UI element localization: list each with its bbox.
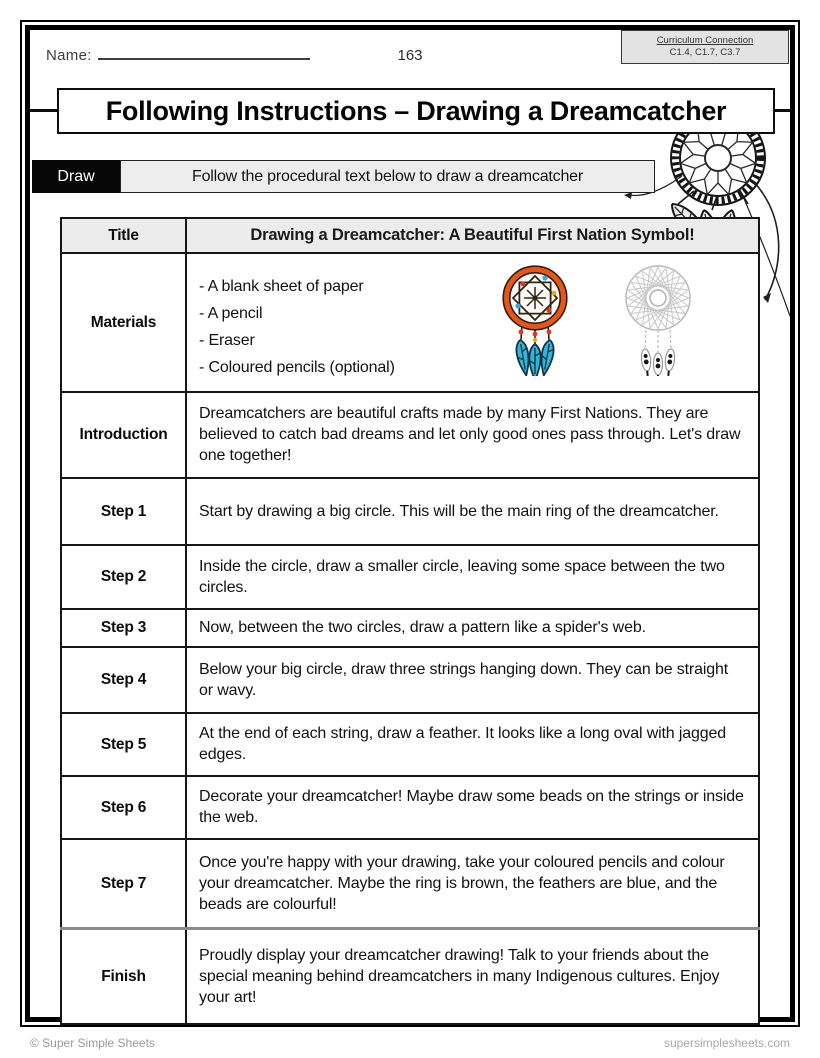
table-row	[61, 928, 759, 1024]
materials-list	[199, 260, 490, 384]
table-header-title: Title	[61, 218, 186, 253]
material-item: - Coloured pencils (optional)	[199, 359, 395, 377]
name-field	[46, 46, 310, 64]
table-row	[61, 609, 759, 647]
row-label-step-2: Step 2	[61, 545, 186, 609]
material-item: - A blank sheet of paper	[199, 278, 364, 295]
row-content-finish: Proudly display your dreamcatcher drawing! Talk to your friends about the special meaning behind dreamcatchers in many Indigenous cultures. Enjoy your art!	[186, 928, 759, 1024]
table-row	[61, 647, 759, 713]
draw-instruction: Follow the procedural text below to draw a dreamcatcher	[120, 160, 655, 193]
procedure-table	[60, 217, 760, 1025]
curriculum-connection-box	[621, 30, 789, 64]
row-label-step-4: Step 4	[61, 647, 186, 713]
row-content-introduction: Dreamcatchers are beautiful crafts made by many First Nations. They are believed to catch bad dreams and let only good ones pass through. Let's draw one together!	[186, 392, 759, 478]
table-row	[61, 253, 759, 392]
row-label-step-3: Step 3	[61, 609, 186, 647]
banner-connector-right	[775, 109, 790, 112]
banner-connector-left	[30, 109, 57, 112]
row-content-step-2: Inside the circle, draw a smaller circle, leaving some space between the two circles.	[186, 545, 759, 609]
row-label-step-1: Step 1	[61, 478, 186, 545]
name-input-line[interactable]	[98, 46, 310, 60]
row-content-step-1: Start by drawing a big circle. This will be the main ring of the dreamcatcher.	[186, 478, 759, 545]
row-label-finish: Finish	[61, 928, 186, 1024]
row-content-step-3: Now, between the two circles, draw a pattern like a spider's web.	[186, 609, 759, 647]
curriculum-codes: C1.4, C1.7, C3.7	[669, 47, 741, 58]
sketch-dreamcatcher-icon	[616, 264, 700, 376]
material-item: - A pencil	[199, 305, 263, 323]
row-label-materials: Materials	[61, 253, 186, 392]
table-row	[61, 545, 759, 609]
table-row	[61, 776, 759, 839]
table-row	[61, 839, 759, 928]
row-content-step-4: Below your big circle, draw three strings hanging down. They can be straight or wavy.	[186, 647, 759, 713]
table-row	[61, 478, 759, 545]
page-title: Following Instructions – Drawing a Dreamcatcher	[57, 88, 775, 134]
row-label-introduction: Introduction	[61, 392, 186, 478]
row-label-step-6: Step 6	[61, 776, 186, 839]
row-content-materials	[186, 253, 759, 392]
row-label-step-5: Step 5	[61, 713, 186, 776]
copyright-text: © Super Simple Sheets	[30, 1036, 155, 1050]
row-content-step-7: Once you're happy with your drawing, take your coloured pencils and colour your dreamcatcher. Maybe the ring is brown, the feathers are blue, and the beads are colourful!	[186, 839, 759, 928]
name-label: Name:	[46, 47, 92, 64]
draw-tag: Draw	[32, 160, 120, 193]
table-row	[61, 392, 759, 478]
website-link[interactable]: supersimplesheets.com	[663, 1036, 790, 1050]
colored-dreamcatcher-icon	[490, 264, 580, 376]
row-content-step-6: Decorate your dreamcatcher! Maybe draw some beads on the strings or inside the web.	[186, 776, 759, 839]
row-content-step-5: At the end of each string, draw a feather. It looks like a long oval with jagged edges.	[186, 713, 759, 776]
page-number: 163	[397, 47, 423, 64]
table-header-content: Drawing a Dreamcatcher: A Beautiful First Nation Symbol!	[186, 218, 759, 253]
row-label-step-7: Step 7	[61, 839, 186, 928]
curriculum-title: Curriculum Connection	[656, 35, 754, 46]
material-item: - Eraser	[199, 332, 255, 350]
table-row	[61, 713, 759, 776]
